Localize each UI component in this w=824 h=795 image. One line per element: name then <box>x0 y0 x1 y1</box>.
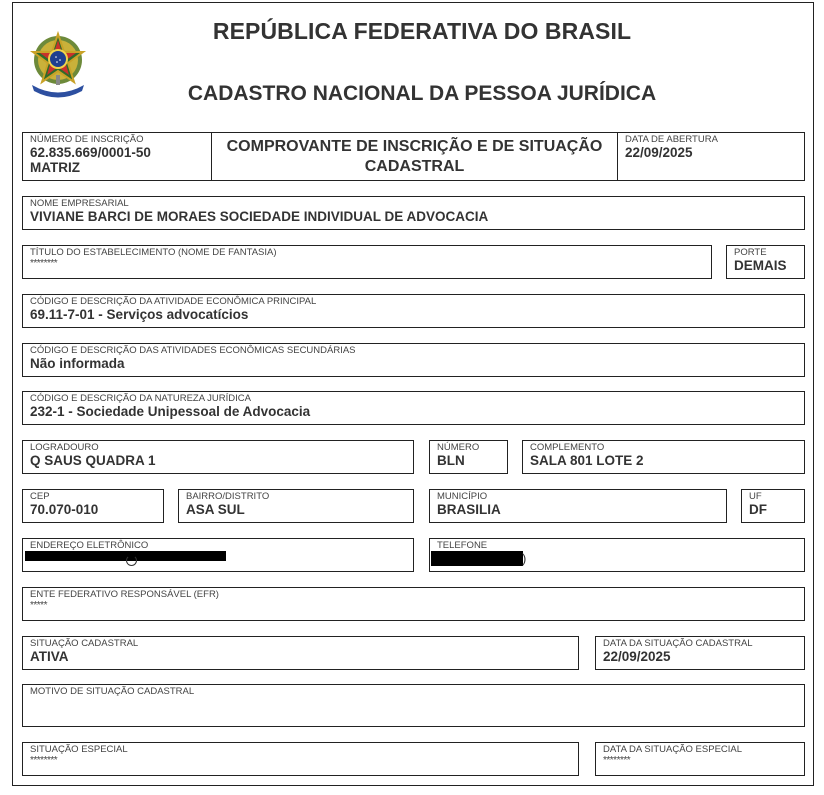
numero-label: NÚMERO <box>437 442 480 453</box>
nome-empresarial-value: VIVIANE BARCI DE MORAES SOCIEDADE INDIVIDUAL DE ADVOCACIA <box>30 209 489 224</box>
phone-fragment: ) <box>522 551 527 566</box>
situacao-cadastral-value: ATIVA <box>30 649 69 664</box>
data-abertura-box <box>617 132 805 181</box>
telefone-label: TELEFONE <box>437 540 488 551</box>
efr-label: ENTE FEDERATIVO RESPONSÁVEL (EFR) <box>30 589 219 600</box>
document-title-box <box>211 132 618 181</box>
data-situacao-especial-value: ******** <box>603 755 631 766</box>
endereco-eletronico-box <box>22 538 414 572</box>
atividade-principal-value: 69.11-7-01 - Serviços advocatícios <box>30 307 249 322</box>
bairro-label: BAIRRO/DISTRITO <box>186 491 270 502</box>
situacao-cadastral-label: SITUAÇÃO CADASTRAL <box>30 638 139 649</box>
uf-box <box>741 489 805 523</box>
at-sign-fragment <box>126 555 137 566</box>
municipio-value: BRASILIA <box>437 502 501 517</box>
numero-value: BLN <box>437 453 465 468</box>
uf-label: UF <box>749 491 762 502</box>
numero-inscricao-box <box>22 132 212 181</box>
complemento-value: SALA 801 LOTE 2 <box>530 453 644 468</box>
municipio-label: MUNICÍPIO <box>437 491 488 502</box>
natureza-juridica-label: CÓDIGO E DESCRIÇÃO DA NATUREZA JURÍDICA <box>30 393 251 404</box>
atividades-secundarias-label: CÓDIGO E DESCRIÇÃO DAS ATIVIDADES ECONÔMICAS SECUNDÁRIAS <box>30 345 356 356</box>
cep-value: 70.070-010 <box>30 502 99 517</box>
cep-box <box>22 489 164 523</box>
situacao-especial-box <box>22 742 579 776</box>
nome-empresarial-box <box>22 196 805 230</box>
page-title: REPÚBLICA FEDERATIVA DO BRASIL <box>212 18 632 44</box>
motivo-situacao-label: MOTIVO DE SITUAÇÃO CADASTRAL <box>30 686 195 697</box>
data-situacao-cadastral-value: 22/09/2025 <box>603 649 671 664</box>
numero-inscricao-label: NÚMERO DE INSCRIÇÃO <box>30 134 144 145</box>
porte-value: DEMAIS <box>734 258 787 273</box>
complemento-box <box>522 440 805 474</box>
porte-box <box>726 245 805 279</box>
matriz-value: MATRIZ <box>30 160 80 175</box>
situacao-especial-label: SITUAÇÃO ESPECIAL <box>30 744 128 755</box>
data-abertura-value: 22/09/2025 <box>625 145 693 160</box>
efr-value: ***** <box>30 600 47 611</box>
data-situacao-cadastral-box <box>595 636 805 670</box>
atividades-secundarias-value: Não informada <box>30 356 125 371</box>
bairro-box <box>178 489 414 523</box>
logradouro-box <box>22 440 414 474</box>
titulo-estabelecimento-value: ******** <box>30 258 58 269</box>
telefone-box <box>429 538 805 572</box>
natureza-juridica-box <box>22 391 805 425</box>
data-situacao-especial-box <box>595 742 805 776</box>
complemento-label: COMPLEMENTO <box>530 442 605 453</box>
atividade-principal-label: CÓDIGO E DESCRIÇÃO DA ATIVIDADE ECONÔMICA PRINCIPAL <box>30 296 317 307</box>
phone-redaction <box>431 551 523 566</box>
cep-label: CEP <box>30 491 50 502</box>
titulo-estabelecimento-label: TÍTULO DO ESTABELECIMENTO (NOME DE FANTASIA) <box>30 247 277 258</box>
numero-box <box>429 440 508 474</box>
bairro-value: ASA SUL <box>186 502 245 517</box>
data-situacao-especial-label: DATA DA SITUAÇÃO ESPECIAL <box>603 744 743 755</box>
data-abertura-label: DATA DE ABERTURA <box>625 134 718 145</box>
data-situacao-cadastral-label: DATA DA SITUAÇÃO CADASTRAL <box>603 638 753 649</box>
uf-value: DF <box>749 502 767 517</box>
situacao-cadastral-box <box>22 636 579 670</box>
titulo-estabelecimento-box <box>22 245 712 279</box>
natureza-juridica-value: 232-1 - Sociedade Unipessoal de Advocacia <box>30 404 311 419</box>
page-subtitle: CADASTRO NACIONAL DA PESSOA JURÍDICA <box>187 82 657 105</box>
document-title: COMPROVANTE DE INSCRIÇÃO E DE SITUAÇÃO CADASTRAL <box>226 138 603 175</box>
porte-label: PORTE <box>734 247 767 258</box>
efr-box <box>22 587 805 621</box>
endereco-eletronico-label: ENDEREÇO ELETRÔNICO <box>30 540 149 551</box>
nome-empresarial-label: NOME EMPRESARIAL <box>30 198 129 209</box>
logradouro-value: Q SAUS QUADRA 1 <box>30 453 156 468</box>
atividades-secundarias-box <box>22 343 805 377</box>
numero-inscricao-value: 62.835.669/0001-50 <box>30 145 151 160</box>
motivo-situacao-box <box>22 684 805 727</box>
logradouro-label: LOGRADOURO <box>30 442 99 453</box>
municipio-box <box>429 489 727 523</box>
situacao-especial-value: ******** <box>30 755 58 766</box>
atividade-principal-box <box>22 294 805 328</box>
